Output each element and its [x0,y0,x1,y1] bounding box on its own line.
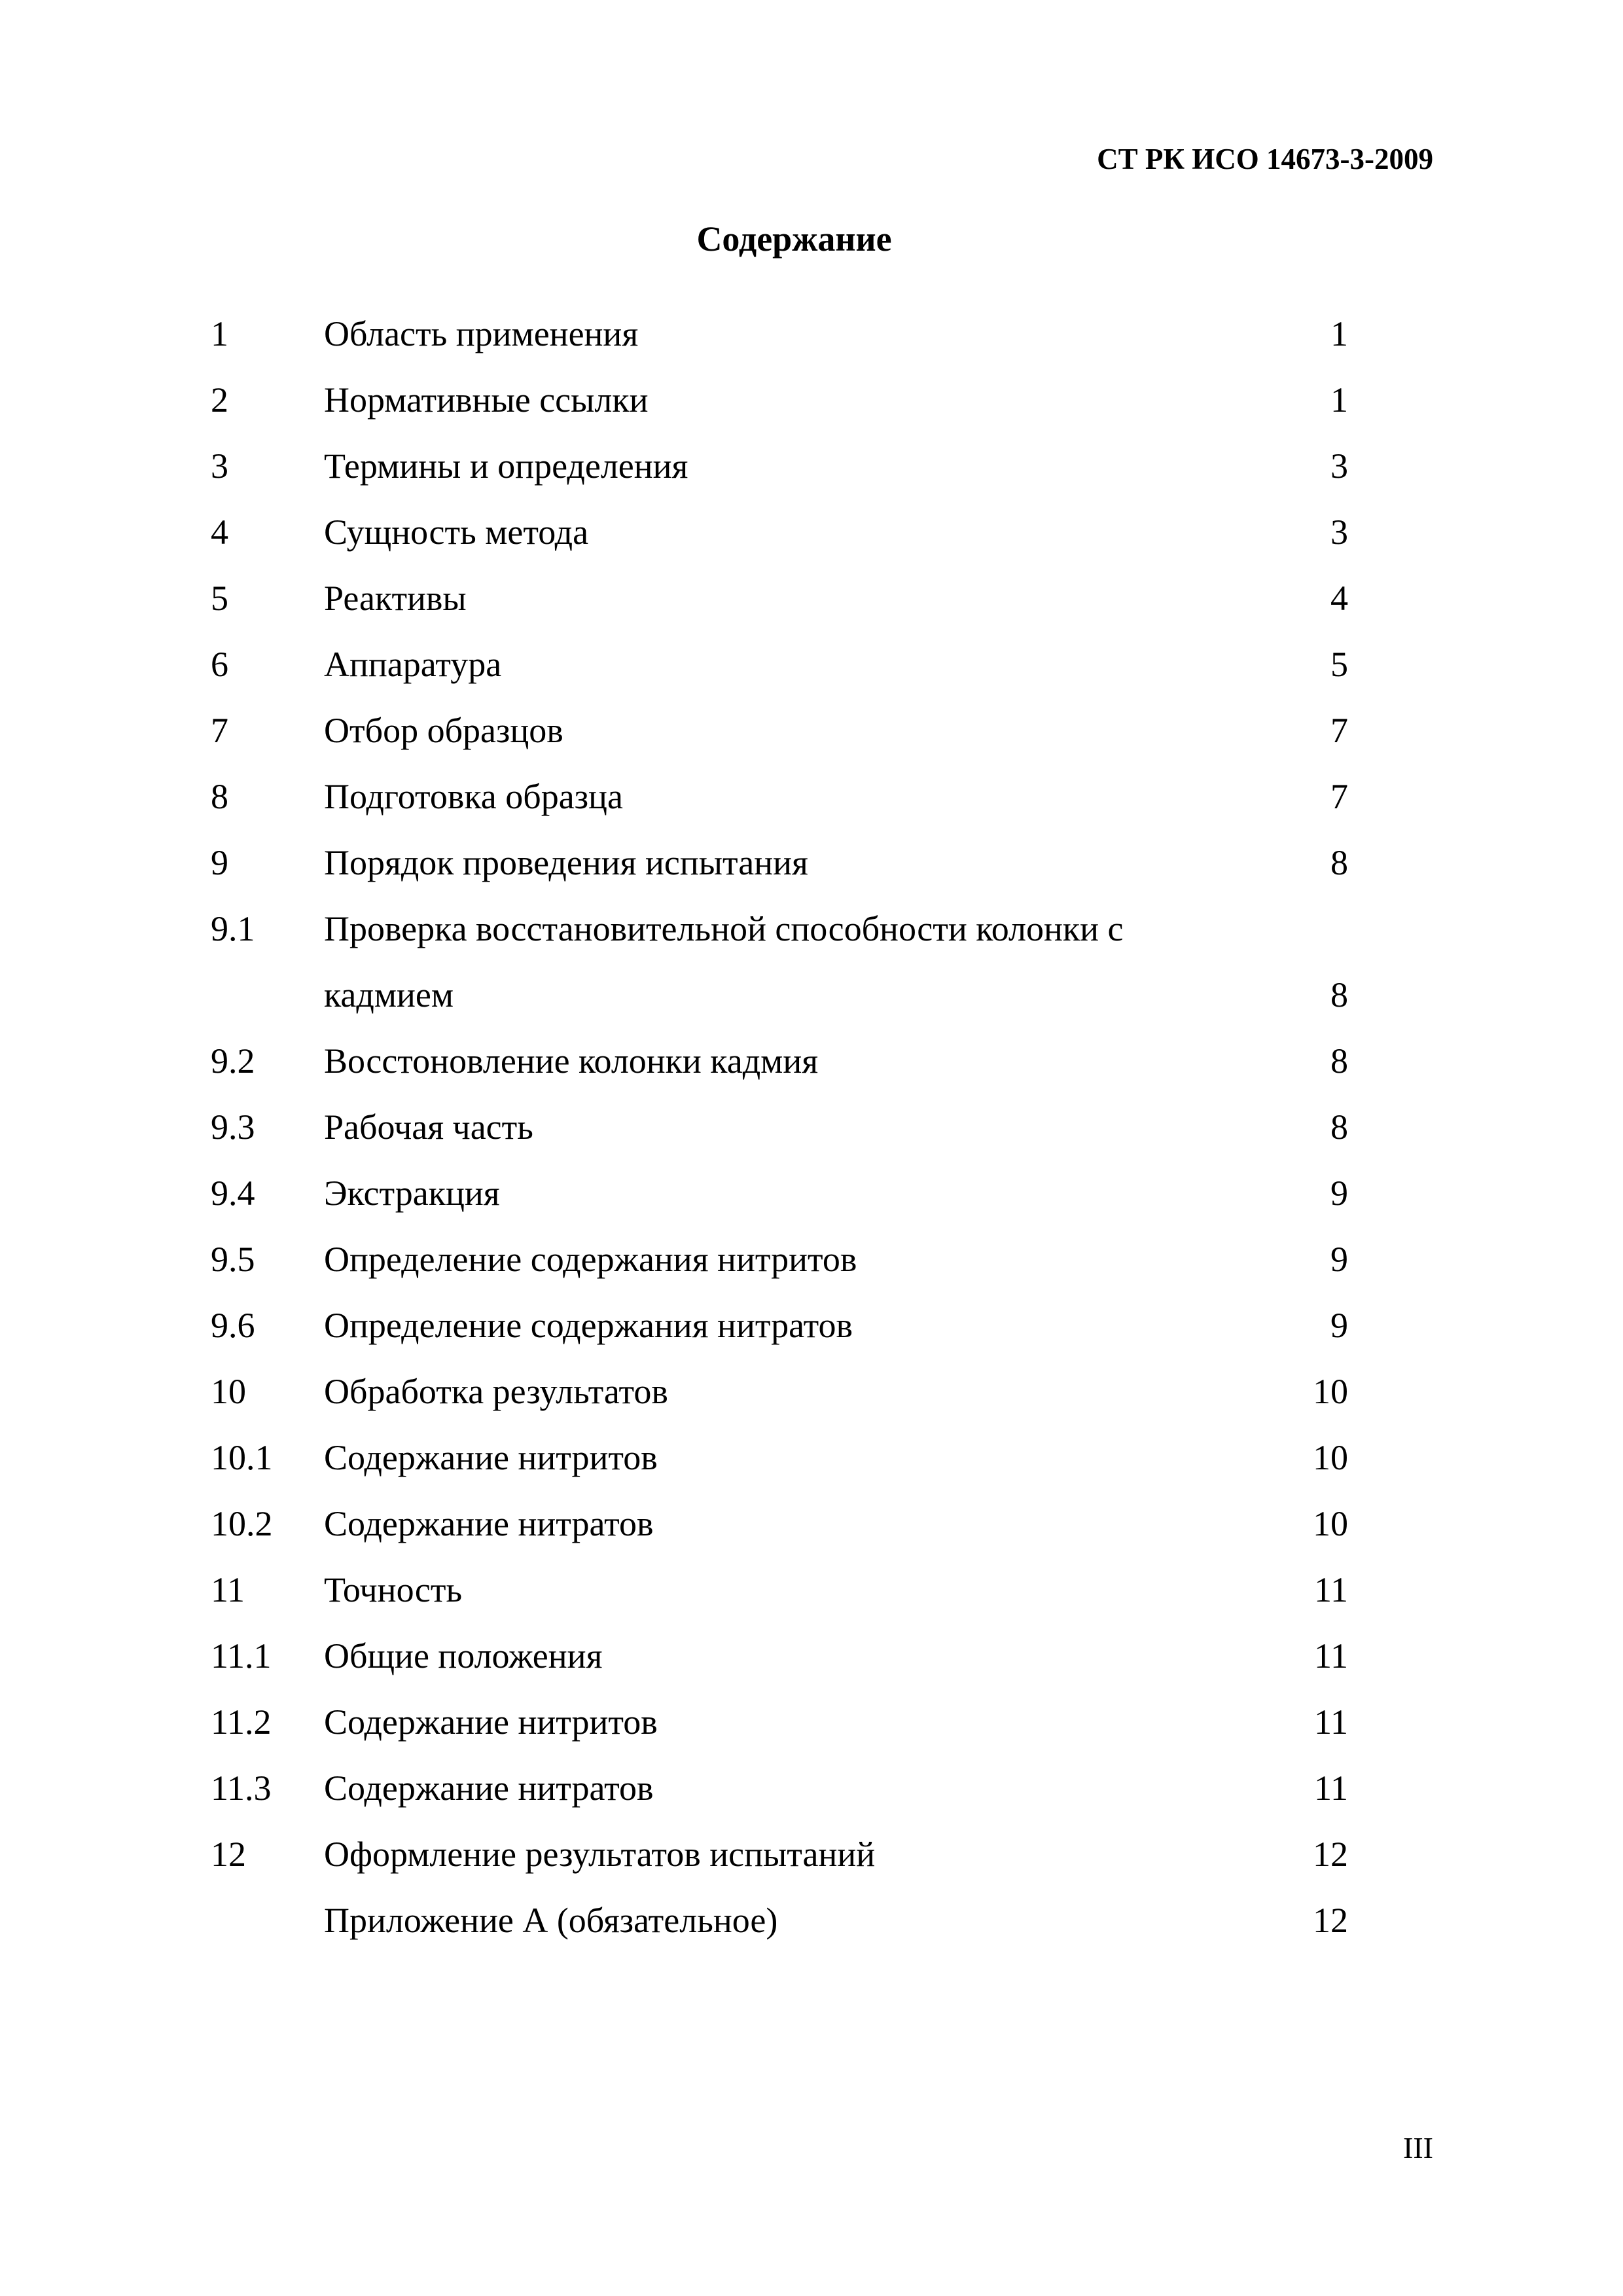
toc-entry-page: 9 [1330,1240,1348,1279]
toc-entry-number: 10.2 [211,1504,273,1543]
toc-entry-page: 7 [1330,711,1348,750]
toc-entry-page: 11 [1314,1636,1348,1676]
toc-entry-title: Содержание нитритов [324,1438,658,1477]
toc-entry-title: Сущность метода [324,512,589,552]
toc-entry-title: Нормативные ссылки [324,380,649,420]
toc-entry-number: 7 [211,711,228,750]
toc-title: Содержание [696,219,892,259]
toc-entry-page: 8 [1330,1107,1348,1147]
page-number: III [1403,2131,1433,2164]
toc-entry-title: Аппаратура [324,645,502,684]
toc-entry-title: Термины и определения [324,446,688,486]
toc-entry[interactable] [0,1623,1623,1689]
toc-entry[interactable] [0,1160,1623,1227]
toc-entry-page: 3 [1330,446,1348,486]
toc-entry-number: 9.6 [211,1306,255,1345]
toc-entry-number: 9.3 [211,1107,255,1147]
toc-entry-title: Порядок проведения испытания [324,843,808,882]
toc-entry-page: 4 [1330,579,1348,618]
standard-code: СТ РК ИСО 14673-3-2009 [1097,143,1433,175]
toc-entry-title: Рабочая часть [324,1107,533,1147]
toc-entry-title: Обработка результатов [324,1372,668,1411]
toc-entry[interactable] [0,632,1623,698]
toc-entry-page: 10 [1313,1372,1348,1411]
toc-entry-number: 1 [211,314,228,353]
toc-entry-number: 2 [211,380,228,420]
toc-entry[interactable] [0,1359,1623,1425]
toc-entry-number: 9 [211,843,228,882]
toc-entry[interactable] [0,1755,1623,1821]
toc-entry-page: 3 [1330,512,1348,552]
toc-entry-page: 12 [1313,1835,1348,1874]
toc-entry-page: 8 [1330,975,1348,1014]
toc-entry[interactable] [0,1491,1623,1557]
toc-entry[interactable] [0,1028,1623,1094]
toc-entry-page: 8 [1330,843,1348,882]
toc-entry[interactable] [0,301,1623,367]
toc-entry[interactable] [0,367,1623,433]
toc-entry-title: Содержание нитратов [324,1504,654,1543]
toc-entry[interactable] [0,1425,1623,1491]
toc-entry[interactable] [0,1557,1623,1623]
toc-entry-title: Оформление результатов испытаний [324,1835,876,1874]
toc-entry-title: Содержание нитритов [324,1702,658,1742]
toc-entry-page: 11 [1314,1702,1348,1742]
toc-entry-title: Отбор образцов [324,711,563,750]
toc-entry-title: Содержание нитратов [324,1768,654,1808]
toc-entry-number: 11 [211,1570,245,1609]
toc-entry-page: 8 [1330,1041,1348,1081]
toc-entry[interactable] [0,1689,1623,1755]
toc-entry-title: Экстракция [324,1174,500,1213]
toc-entry-title: Приложение А (обязательное) [324,1901,778,1940]
toc-entry-number: 5 [211,579,228,618]
toc-entry[interactable] [0,1293,1623,1359]
toc-entry-title: Реактивы [324,579,467,618]
toc-entry[interactable] [0,499,1623,565]
toc-entry-title: Восстоновление колонки кадмия [324,1041,819,1081]
toc-entry[interactable] [0,1227,1623,1293]
toc-entry[interactable] [0,433,1623,499]
toc-entry-number: 9.5 [211,1240,255,1279]
toc-entry-page: 9 [1330,1174,1348,1213]
toc-entry-number: 3 [211,446,228,486]
toc-entry[interactable] [0,698,1623,764]
toc-entry-number: 9.1 [211,909,255,948]
toc-list [0,301,1623,1954]
toc-entry-number: 10.1 [211,1438,273,1477]
toc-entry-number: 4 [211,512,228,552]
toc-entry-number: 11.2 [211,1702,272,1742]
toc-entry-page: 1 [1330,380,1348,420]
toc-entry[interactable] [0,830,1623,896]
toc-entry-number: 6 [211,645,228,684]
toc-entry-title: Проверка восстановительной способности колонки с кадмием [324,909,1124,1014]
toc-entry[interactable] [0,565,1623,632]
toc-entry-number: 9.2 [211,1041,255,1081]
toc-entry-number: 9.4 [211,1174,255,1213]
toc-entry[interactable] [0,764,1623,830]
toc-entry[interactable] [0,1821,1623,1888]
toc-entry-page: 10 [1313,1438,1348,1477]
toc-entry[interactable] [0,896,1623,1028]
toc-entry-number: 10 [211,1372,246,1411]
toc-entry[interactable] [0,1094,1623,1160]
toc-entry-title: Общие положения [324,1636,603,1676]
toc-entry-number: 8 [211,777,228,816]
toc-entry-page: 7 [1330,777,1348,816]
toc-entry-page: 11 [1314,1570,1348,1609]
toc-entry-page: 9 [1330,1306,1348,1345]
toc-entry-title: Определение содержания нитритов [324,1240,857,1279]
toc-entry[interactable] [0,1888,1623,1954]
toc-entry-title: Подготовка образца [324,777,623,816]
toc-entry-number: 11.1 [211,1636,272,1676]
toc-entry-page: 12 [1313,1901,1348,1940]
toc-entry-title: Область применения [324,314,639,353]
toc-entry-title: Определение содержания нитратов [324,1306,853,1345]
toc-entry-page: 5 [1330,645,1348,684]
toc-entry-title: Точность [324,1570,463,1609]
toc-entry-number: 11.3 [211,1768,272,1808]
toc-entry-page: 1 [1330,314,1348,353]
toc-entry-page: 10 [1313,1504,1348,1543]
toc-entry-page: 11 [1314,1768,1348,1808]
toc-entry-number: 12 [211,1835,246,1874]
